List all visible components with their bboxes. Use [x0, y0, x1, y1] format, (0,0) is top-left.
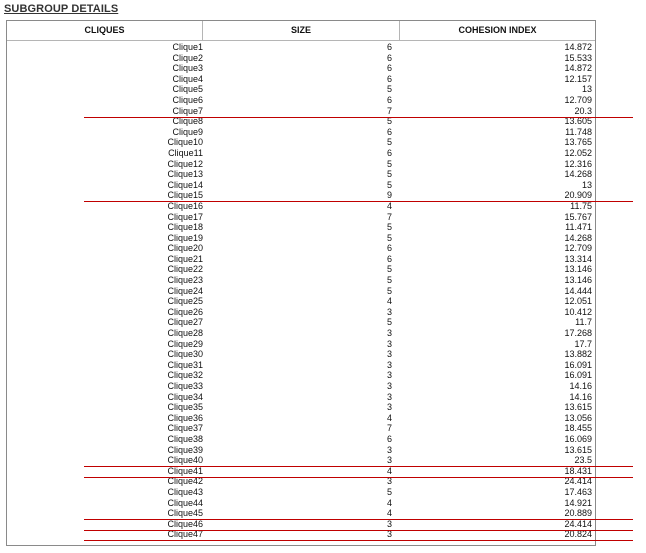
cohesion-index-cell: 11.471: [565, 222, 592, 233]
column-header-cohesion-index[interactable]: COHESION INDEX: [399, 21, 595, 40]
table-row[interactable]: [7, 487, 595, 498]
clique-name-cell: Clique6: [172, 94, 203, 105]
size-cell: 5: [386, 158, 392, 169]
clique-name-cell: Clique10: [167, 137, 203, 148]
cohesion-index-cell: 14.872: [564, 63, 592, 74]
table-row[interactable]: [7, 84, 595, 95]
clique-name-cell: Clique20: [167, 243, 203, 254]
clique-name-cell: Clique32: [167, 370, 203, 381]
table-row[interactable]: [7, 201, 595, 212]
clique-name-cell: Clique23: [167, 275, 203, 286]
clique-name-cell: Clique33: [167, 381, 203, 391]
table-row[interactable]: [7, 296, 595, 307]
cohesion-index-cell: 16.091: [564, 359, 592, 370]
cohesion-index-cell: 10.412: [564, 306, 592, 317]
size-cell: 3: [386, 328, 392, 339]
size-cell: 7: [386, 211, 392, 222]
cohesion-index-cell: 16.091: [564, 370, 592, 381]
cohesion-index-cell: 13.146: [564, 275, 592, 286]
size-cell: 3: [386, 370, 392, 381]
table-row[interactable]: [7, 402, 595, 413]
clique-name-cell: Clique46: [167, 518, 203, 529]
table-row[interactable]: [7, 434, 595, 445]
cohesion-index-cell: 13.765: [564, 137, 592, 148]
cohesion-index-cell: 12.157: [564, 73, 592, 84]
table-row[interactable]: [7, 275, 595, 286]
cohesion-index-cell: 14.444: [564, 285, 592, 296]
clique-name-cell: Clique37: [167, 423, 203, 434]
size-cell: 3: [386, 381, 392, 391]
strike-line: [84, 201, 633, 202]
clique-name-cell: Clique29: [167, 338, 203, 349]
table-row[interactable]: [7, 498, 595, 509]
clique-name-cell: Clique26: [167, 306, 203, 317]
table-row[interactable]: [7, 508, 595, 519]
clique-name-cell: Clique21: [167, 253, 203, 264]
cohesion-index-cell: 14.268: [564, 232, 592, 243]
clique-name-cell: Clique14: [167, 179, 203, 190]
cohesion-index-cell: 11.75: [570, 200, 592, 211]
clique-name-cell: Clique22: [167, 264, 203, 275]
cohesion-index-cell: 12.709: [564, 94, 592, 105]
clique-name-cell: Clique42: [167, 476, 203, 487]
size-cell: 4: [386, 508, 392, 519]
cohesion-index-cell: 20.909: [564, 190, 592, 201]
size-cell: 6: [386, 52, 392, 63]
table-row[interactable]: [7, 466, 595, 477]
size-cell: 4: [386, 412, 392, 423]
table-row[interactable]: [7, 63, 595, 74]
clique-name-cell: Clique16: [167, 200, 203, 211]
clique-name-cell: Clique11: [168, 147, 203, 158]
cohesion-index-cell: 13: [581, 84, 592, 95]
cohesion-index-cell: 12.316: [564, 158, 592, 169]
size-cell: 5: [386, 285, 392, 296]
cohesion-index-cell: 13.056: [564, 412, 592, 423]
size-cell: 5: [386, 486, 392, 497]
size-cell: 6: [386, 63, 392, 74]
table-row[interactable]: [7, 74, 595, 85]
cohesion-index-cell: 24.414: [564, 476, 592, 487]
clique-name-cell: Clique7: [172, 105, 203, 116]
cohesion-index-cell: 14.872: [564, 42, 592, 52]
cohesion-index-cell: 14.268: [564, 169, 592, 180]
size-cell: 3: [386, 338, 392, 349]
cohesion-index-cell: 18.455: [564, 423, 592, 434]
clique-name-cell: Clique13: [167, 169, 203, 180]
size-cell: 6: [386, 126, 392, 137]
clique-name-cell: Clique28: [167, 328, 203, 339]
size-cell: 3: [386, 402, 392, 413]
cohesion-index-cell: 14.16: [569, 381, 592, 391]
table-row[interactable]: [7, 360, 595, 371]
cohesion-index-cell: 14.16: [569, 391, 592, 402]
size-cell: 3: [386, 529, 392, 540]
cohesion-index-cell: 16.069: [564, 433, 592, 444]
cohesion-index-cell: 17.7: [574, 338, 592, 349]
clique-name-cell: Clique15: [167, 190, 203, 201]
strike-line: [84, 117, 633, 118]
size-cell: 4: [386, 296, 392, 307]
size-cell: 7: [386, 105, 392, 116]
clique-name-cell: Clique41: [167, 465, 203, 476]
table-row[interactable]: [7, 519, 595, 530]
clique-name-cell: Clique12: [167, 158, 203, 169]
size-cell: 6: [386, 253, 392, 264]
table-row[interactable]: [7, 127, 595, 138]
clique-name-cell: Clique17: [167, 211, 203, 222]
size-cell: 5: [386, 137, 392, 148]
cohesion-index-cell: 20.3: [574, 105, 592, 116]
cohesion-index-cell: 20.889: [564, 508, 592, 519]
cohesion-index-cell: 12.052: [564, 147, 592, 158]
clique-name-cell: Clique8: [172, 116, 203, 127]
size-cell: 5: [386, 84, 392, 95]
cohesion-index-cell: 18.431: [564, 465, 592, 476]
table-row[interactable]: [7, 243, 595, 254]
size-cell: 6: [386, 433, 392, 444]
cohesion-index-cell: 17.268: [564, 328, 592, 339]
size-cell: 5: [386, 179, 392, 190]
size-cell: 6: [386, 73, 392, 84]
clique-name-cell: Clique47: [167, 529, 203, 540]
strike-line: [84, 530, 633, 531]
size-cell: 6: [386, 94, 392, 105]
header-divider: [7, 40, 595, 41]
size-cell: 5: [386, 232, 392, 243]
clique-name-cell: Clique18: [167, 222, 203, 233]
clique-name-cell: Clique19: [167, 232, 203, 243]
column-header-cliques[interactable]: CLIQUES: [84, 25, 125, 35]
cohesion-index-cell: 12.709: [564, 243, 592, 254]
clique-name-cell: Clique24: [167, 285, 203, 296]
table-row[interactable]: [7, 106, 595, 117]
table-row[interactable]: [7, 392, 595, 403]
table-row[interactable]: [7, 180, 595, 191]
table-row[interactable]: [7, 53, 595, 64]
size-cell: 3: [386, 359, 392, 370]
table-row[interactable]: [7, 190, 595, 201]
cohesion-index-cell: 23.5: [574, 455, 592, 466]
size-cell: 5: [386, 264, 392, 275]
clique-name-cell: Clique36: [167, 412, 203, 423]
size-cell: 4: [386, 200, 392, 211]
table-row[interactable]: [7, 159, 595, 170]
size-cell: 7: [386, 423, 392, 434]
strike-line: [84, 466, 633, 467]
column-header-size[interactable]: SIZE: [202, 21, 399, 40]
strike-line: [84, 477, 633, 478]
size-cell: 6: [386, 147, 392, 158]
table-row[interactable]: [7, 169, 595, 180]
table-row[interactable]: [7, 95, 595, 106]
section-title: SUBGROUP DETAILS: [4, 3, 119, 15]
subgroup-table: [6, 20, 596, 546]
size-cell: 5: [386, 275, 392, 286]
cohesion-index-cell: 20.824: [564, 529, 592, 540]
clique-name-cell: Clique38: [167, 433, 203, 444]
strike-line: [84, 519, 633, 520]
table-row[interactable]: [7, 413, 595, 424]
clique-name-cell: Clique39: [167, 444, 203, 455]
clique-name-cell: Clique34: [167, 391, 203, 402]
size-cell: 6: [386, 42, 392, 52]
cohesion-index-cell: 13.605: [564, 116, 592, 127]
cohesion-index-cell: 11.748: [565, 126, 592, 137]
table-row[interactable]: [7, 264, 595, 275]
clique-name-cell: Clique9: [172, 126, 203, 137]
size-cell: 3: [386, 455, 392, 466]
table-row[interactable]: [7, 137, 595, 148]
cohesion-index-cell: 11.7: [575, 317, 592, 328]
table-row[interactable]: [7, 42, 595, 53]
cohesion-index-cell: 15.767: [564, 211, 592, 222]
table-row[interactable]: [7, 455, 595, 466]
table-row[interactable]: [7, 254, 595, 265]
clique-name-cell: Clique31: [167, 359, 203, 370]
cohesion-index-cell: 13.314: [564, 253, 592, 264]
clique-name-cell: Clique27: [167, 317, 203, 328]
size-cell: 4: [386, 465, 392, 476]
size-cell: 5: [386, 317, 392, 328]
size-cell: 3: [386, 518, 392, 529]
table-row[interactable]: [7, 307, 595, 318]
cohesion-index-cell: 13.615: [564, 402, 592, 413]
table-row[interactable]: [7, 339, 595, 350]
size-cell: 5: [386, 169, 392, 180]
table-row[interactable]: [7, 370, 595, 381]
table-row[interactable]: [7, 212, 595, 223]
clique-name-cell: Clique35: [167, 402, 203, 413]
clique-name-cell: Clique5: [172, 84, 203, 95]
table-row[interactable]: [7, 286, 595, 297]
clique-name-cell: Clique45: [167, 508, 203, 519]
clique-name-cell: Clique25: [167, 296, 203, 307]
size-cell: 3: [386, 444, 392, 455]
cohesion-index-cell: 12.051: [564, 296, 592, 307]
size-cell: 6: [386, 243, 392, 254]
size-cell: 5: [386, 222, 392, 233]
size-cell: 3: [386, 349, 392, 360]
clique-name-cell: Clique43: [167, 486, 203, 497]
cohesion-index-cell: 24.414: [564, 518, 592, 529]
size-cell: 3: [386, 391, 392, 402]
size-cell: 3: [386, 476, 392, 487]
size-cell: 4: [386, 497, 392, 508]
clique-name-cell: Clique40: [167, 455, 203, 466]
table-row[interactable]: [7, 381, 595, 392]
size-cell: 9: [386, 190, 392, 201]
cohesion-index-cell: 13.146: [564, 264, 592, 275]
table-row[interactable]: [7, 328, 595, 339]
table-row[interactable]: [7, 233, 595, 244]
table-row[interactable]: [7, 317, 595, 328]
cohesion-index-cell: 14.921: [564, 497, 592, 508]
cohesion-index-cell: 15.533: [564, 52, 592, 63]
table-row[interactable]: [7, 349, 595, 360]
strike-line: [84, 540, 633, 541]
table-row[interactable]: [7, 148, 595, 159]
clique-name-cell: Clique1: [172, 42, 203, 52]
clique-name-cell: Clique2: [172, 52, 203, 63]
table-row[interactable]: [7, 445, 595, 456]
cohesion-index-cell: 17.463: [564, 486, 592, 497]
table-row[interactable]: [7, 423, 595, 434]
cohesion-index-cell: 13.882: [564, 349, 592, 360]
clique-name-cell: Clique3: [172, 63, 203, 74]
cohesion-index-cell: 13.615: [564, 444, 592, 455]
clique-name-cell: Clique44: [167, 497, 203, 508]
size-cell: 3: [386, 306, 392, 317]
cohesion-index-cell: 13: [581, 179, 592, 190]
clique-name-cell: Clique4: [172, 73, 203, 84]
table-row[interactable]: [7, 222, 595, 233]
size-cell: 5: [386, 116, 392, 127]
clique-name-cell: Clique30: [167, 349, 203, 360]
